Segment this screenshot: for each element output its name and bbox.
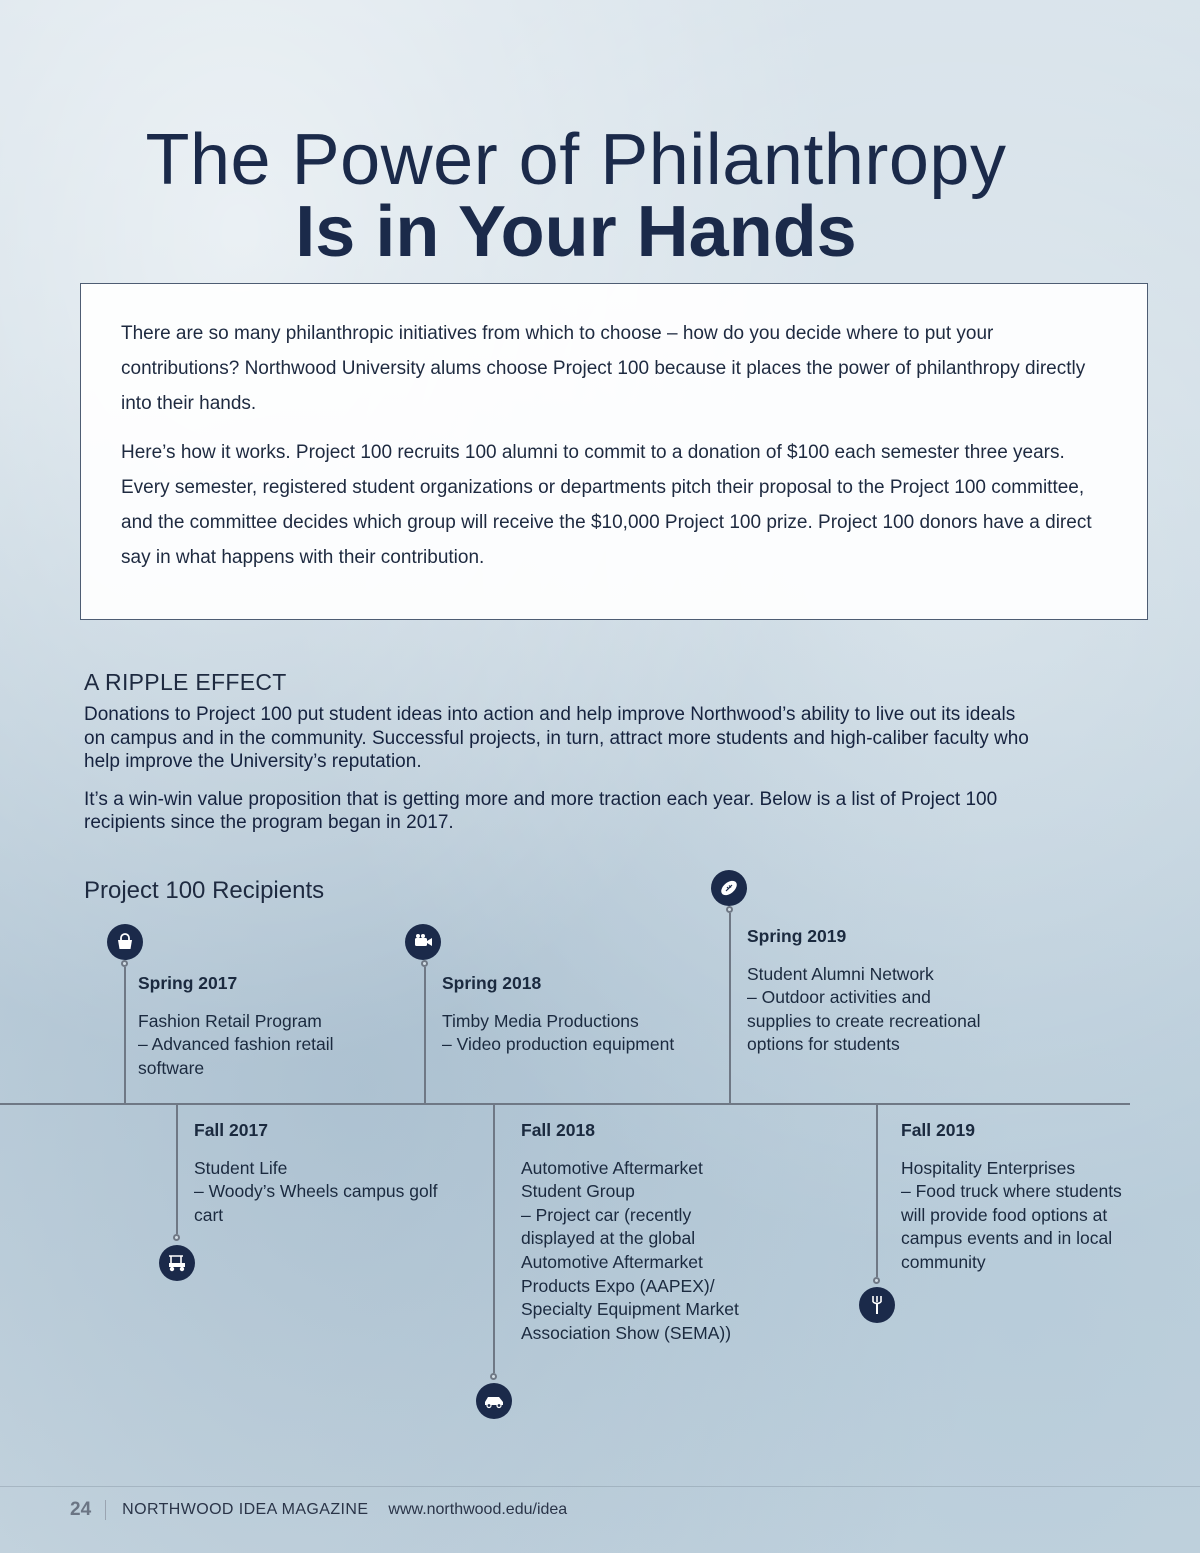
magazine-url[interactable]: www.northwood.edu/idea xyxy=(388,1501,568,1518)
intro-paragraph-2: Here’s how it works. Project 100 recruits 100 alumni to commit to a donation of $100 each semester three years. Every semester, registered student organizations or departments pitch their proposal to the Project 100 committee, and the committee decides which group will receive the $10,000 Project 100 prize. Project 100 donors have a direct say in what happens with their contribution. xyxy=(121,442,1092,568)
recipient-desc: – Food truck where students will provide food options at campus events and in local community xyxy=(901,1181,1122,1272)
ripple-heading: A RIPPLE EFFECT xyxy=(84,669,287,695)
golf-cart-icon xyxy=(159,1245,195,1281)
recipient-desc: – Woody’s Wheels campus golf cart xyxy=(194,1181,438,1225)
page-title-line1: The Power of Philanthropy xyxy=(145,120,1007,200)
recipient-desc: – Advanced fashion retail software xyxy=(138,1034,334,1078)
intro-box xyxy=(80,283,1148,620)
timeline-stem xyxy=(876,1105,878,1277)
shopping-bag-icon xyxy=(107,924,143,960)
timeline-node xyxy=(121,960,128,967)
recipient-term: Spring 2019 xyxy=(747,926,847,946)
timeline-node xyxy=(490,1373,497,1380)
football-icon xyxy=(711,870,747,906)
recipient-name: Hospitality Enterprises xyxy=(901,1157,1076,1178)
recipient-entry xyxy=(901,1119,1141,1275)
ripple-body xyxy=(84,703,1034,849)
recipient-entry xyxy=(194,1119,439,1227)
magazine-name: NORTHWOOD IDEA MAGAZINE xyxy=(122,1501,369,1518)
timeline-stem xyxy=(124,967,126,1103)
recipient-name: Student Life xyxy=(194,1157,288,1178)
intro-paragraph-1: There are so many philanthropic initiatives from which to choose – how do you decide where to put your contributions? Northwood University alums choose Project 100 because it places the power of philanthropy directly into their hands. xyxy=(121,323,1086,414)
recipient-entry xyxy=(138,972,378,1080)
timeline-stem xyxy=(424,967,426,1103)
recipient-desc: – Outdoor activities and supplies to create recreational options for students xyxy=(747,987,981,1055)
recipient-term: Fall 2019 xyxy=(901,1120,975,1140)
timeline-stem xyxy=(493,1105,495,1373)
recipient-entry xyxy=(521,1119,761,1345)
recipient-term: Fall 2017 xyxy=(194,1120,268,1140)
timeline-node xyxy=(873,1277,880,1284)
recipient-entry xyxy=(747,925,982,1057)
footer-divider xyxy=(0,1486,1200,1487)
recipient-name: Student Alumni Network xyxy=(747,963,934,984)
recipient-term: Fall 2018 xyxy=(521,1120,595,1140)
recipient-name: Fashion Retail Program xyxy=(138,1010,322,1031)
timeline-node xyxy=(173,1234,180,1241)
recipient-desc: – Video production equipment xyxy=(442,1034,675,1055)
timeline-node xyxy=(726,906,733,913)
page-title-line2: Is in Your Hands xyxy=(295,192,857,272)
recipient-name: Timby Media Productions xyxy=(442,1010,639,1031)
page-footer xyxy=(70,1499,567,1521)
fork-icon xyxy=(859,1287,895,1323)
recipient-name: Automotive Aftermarket Student Group xyxy=(521,1157,703,1202)
page-number: 24 xyxy=(70,1499,92,1520)
recipient-term: Spring 2017 xyxy=(138,973,238,993)
recipient-term: Spring 2018 xyxy=(442,973,542,993)
recipient-entry xyxy=(442,972,682,1057)
video-camera-icon xyxy=(405,924,441,960)
timeline-axis xyxy=(0,1103,1130,1105)
recipients-heading: Project 100 Recipients xyxy=(84,877,325,904)
timeline-stem xyxy=(729,913,731,1103)
timeline-stem xyxy=(176,1105,178,1234)
timeline-node xyxy=(421,960,428,967)
car-icon xyxy=(476,1383,512,1419)
footer-separator xyxy=(105,1500,106,1520)
recipient-desc: – Project car (recently displayed at the global Automotive Aftermarket Products Expo (AAPEX)/ Specialty Equipment Market Association Show (SEMA)) xyxy=(521,1204,739,1343)
ripple-paragraph-1: Donations to Project 100 put student ideas into action and help improve Northwood’s ability to live out its ideals on campus and in the community. Successful projects, in turn, attract more students and high-caliber faculty who help improve the University’s reputation. xyxy=(84,704,1029,772)
ripple-paragraph-2: It’s a win-win value proposition that is getting more and more traction each year. Below is a list of Project 100 recipients since the program began in 2017. xyxy=(84,788,998,833)
